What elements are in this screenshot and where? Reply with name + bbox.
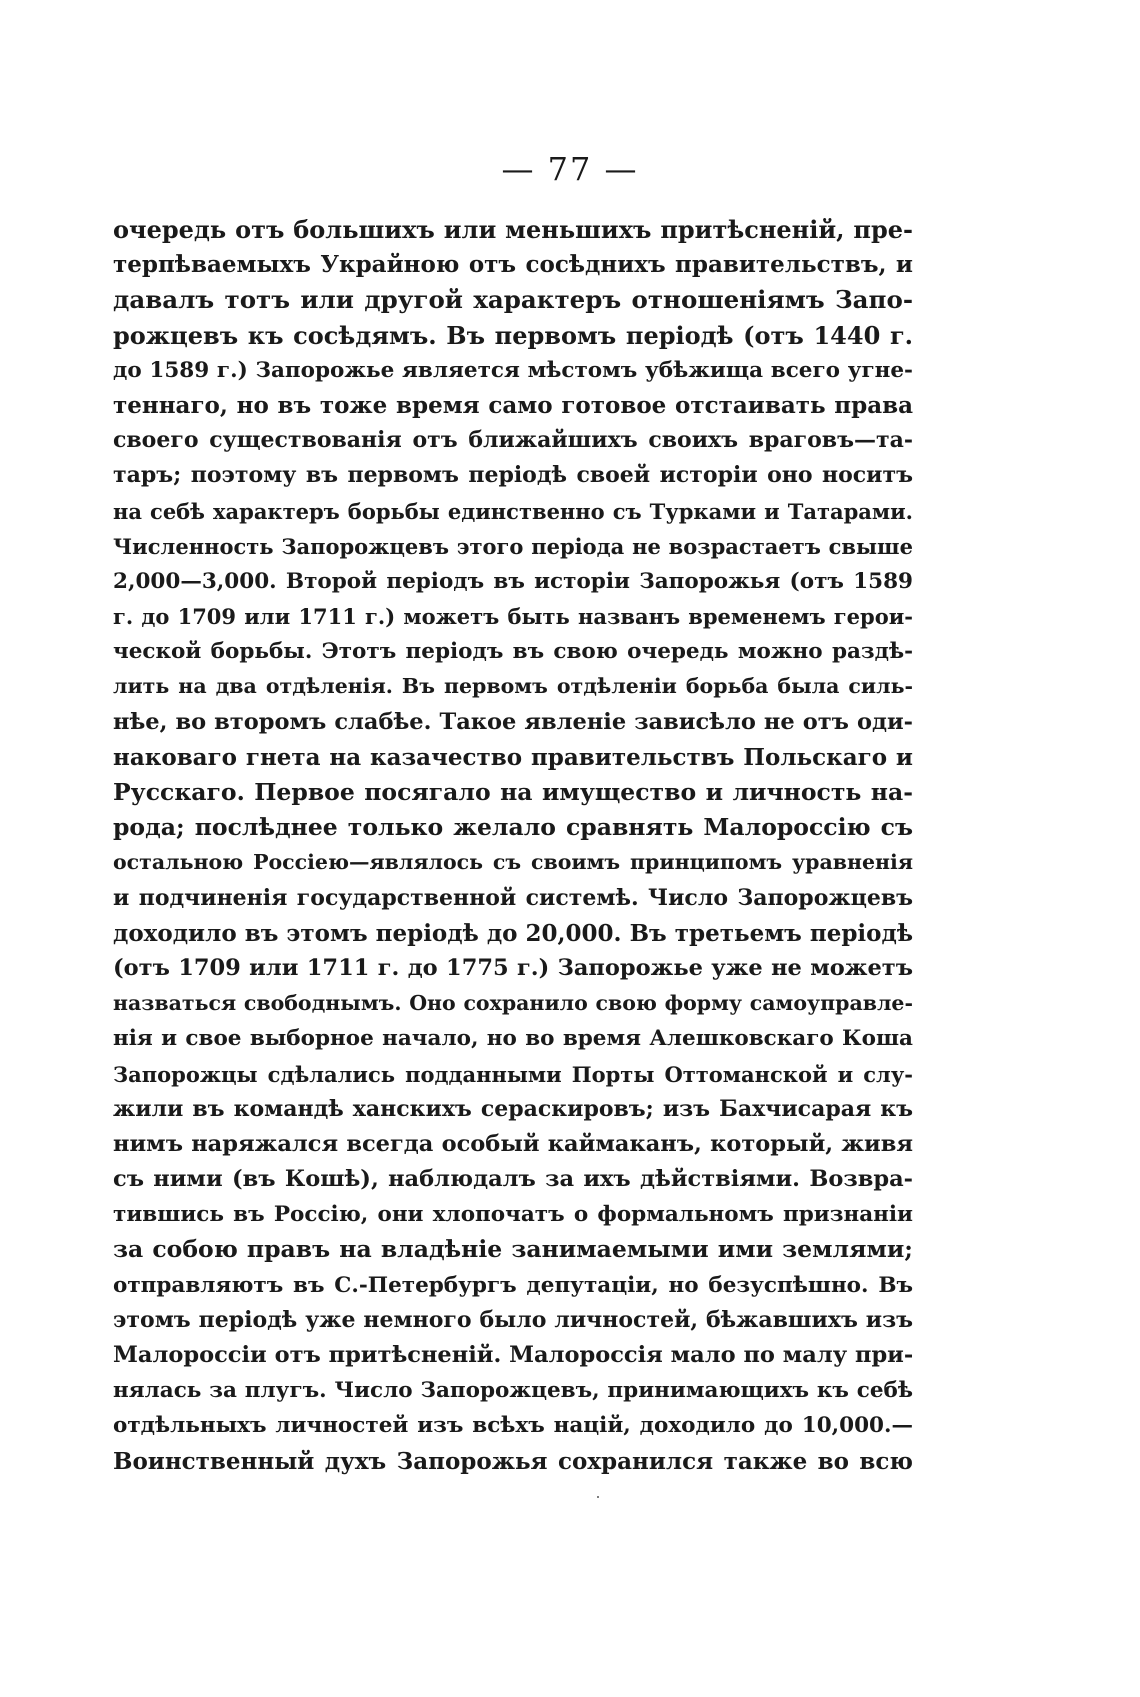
page-number: — 77 —: [501, 150, 639, 188]
text-line: остальною Россіею—являлось съ своимъ принципомъ уравненія: [113, 850, 913, 875]
print-speck: [597, 1496, 599, 1498]
text-line: и подчиненія государственной системѣ. Число Запорожцевъ: [113, 884, 913, 911]
text-line: нія и свое выборное начало, но во время Алешковскаго Коша: [113, 1026, 913, 1052]
text-line: Малороссіи отъ притѣсненій. Малороссія мало по малу при-: [113, 1342, 913, 1368]
text-line: отправляютъ въ С.-Петербургъ депутаціи, но безуспѣшно. Въ: [113, 1272, 913, 1298]
text-line: отдѣльныхъ личностей изъ всѣхъ націй, доходило до 10,000.—: [113, 1413, 913, 1439]
text-line: до 1589 г.) Запорожье является мѣстомъ убѣжища всего угне-: [113, 357, 913, 383]
text-line: давалъ тотъ или другой характеръ отношеніямъ Запо-: [113, 285, 913, 315]
text-line: нялась за плугъ. Число Запорожцевъ, принимающихъ къ себѣ: [113, 1378, 913, 1404]
text-line: таръ; поэтому въ первомъ періодѣ своей исторіи оно носитъ: [113, 462, 913, 489]
text-line: теннаго, но въ тоже время само готовое отстаивать права: [113, 391, 913, 419]
text-line: наковаго гнета на казачество правительствъ Польскаго и: [113, 743, 913, 771]
text-line: своего существованія отъ ближайшихъ своихъ враговъ—та-: [113, 427, 913, 454]
text-line: доходило въ этомъ періодѣ до 20,000. Въ третьемъ періодѣ: [113, 919, 913, 947]
text-line: съ ними (въ Кошѣ), наблюдалъ за ихъ дѣйствіями. Возвра-: [113, 1166, 913, 1193]
text-line: на себѣ характеръ борьбы единственно съ Турками и Татарами.: [113, 498, 913, 524]
body-text: [113, 212, 913, 1479]
text-line: нимъ наряжался всегда особый каймаканъ, который, живя: [113, 1130, 913, 1157]
text-line: Запорожцы сдѣлались подданными Порты Оттоманской и слу-: [113, 1061, 913, 1087]
text-line: очередь отъ большихъ или меньшихъ притѣсненій, пре-: [113, 215, 913, 244]
text-line: назваться свободнымъ. Оно сохранило свою форму самоуправле-: [113, 991, 913, 1016]
text-line: нѣе, во второмъ слабѣе. Такое явленіе зависѣло не отъ оди-: [113, 708, 913, 735]
text-line: тившись въ Россію, они хлопочатъ о формальномъ признаніи: [113, 1202, 913, 1228]
text-line: рода; послѣднее только желало сравнять Малороссію съ: [113, 813, 913, 842]
text-line: ческой борьбы. Этотъ періодъ въ свою очередь можно раздѣ-: [113, 639, 913, 665]
text-line: 2,000—3,000. Второй періодъ въ исторіи Запорожья (отъ 1589: [113, 568, 913, 594]
text-line: рожцевъ къ сосѣдямъ. Въ первомъ періодѣ (отъ 1440 г.: [113, 320, 913, 350]
text-line: Русскаго. Первое посягало на имущество и личность на-: [113, 778, 913, 806]
text-line: терпѣваемыхъ Украйною отъ сосѣднихъ правительствъ, и: [113, 251, 913, 279]
text-line: (отъ 1709 или 1711 г. до 1775 г.) Запорожье уже не можетъ: [113, 954, 913, 981]
text-line: жили въ командѣ ханскихъ сераскировъ; изъ Бахчисарая къ: [113, 1095, 913, 1122]
text-line: за собою правъ на владѣніе занимаемыми ими землями;: [113, 1235, 913, 1264]
text-line: этомъ періодѣ уже немного было личностей, бѣжавшихъ изъ: [113, 1306, 913, 1333]
text-line: г. до 1709 или 1711 г.) можетъ быть названъ временемъ герои-: [113, 604, 913, 630]
text-line: Воинственный духъ Запорожья сохранился также во всю: [113, 1447, 913, 1475]
text-line: лить на два отдѣленія. Въ первомъ отдѣленіи борьба была силь-: [113, 674, 913, 699]
text-line: Численность Запорожцевъ этого періода не возрастаетъ свыше: [113, 533, 913, 559]
